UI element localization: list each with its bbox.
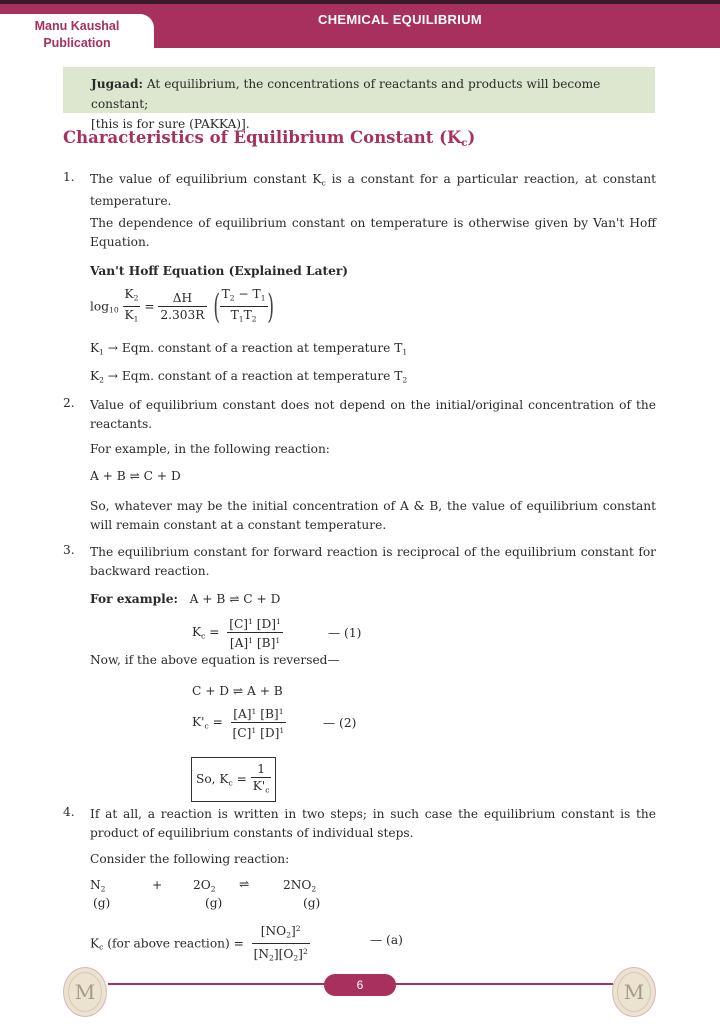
ra-sup: 1	[251, 707, 257, 716]
example-label: For example:	[90, 592, 178, 606]
item-2-example: For example, in the following reaction:	[90, 442, 330, 456]
item-1-text-a: The value of equilibrium constant K	[90, 172, 322, 186]
o2-formula: 2O	[193, 878, 211, 892]
equals-sign: =	[144, 299, 155, 314]
state-o2: (g)	[205, 896, 223, 910]
kc-expression	[192, 614, 283, 651]
box-num: 1	[251, 761, 272, 778]
k1-definition	[90, 339, 407, 361]
no2-formula: 2NO	[283, 878, 312, 892]
delta-h: ΔH	[158, 290, 206, 307]
kc-reaction-expression	[90, 921, 310, 967]
k1-def-sub: 1	[99, 347, 104, 357]
item-number-3: 3.	[63, 543, 75, 557]
t2-sub: 2	[229, 293, 235, 303]
item-2-reaction: A + B ⇌ C + D	[90, 469, 181, 483]
species-o2	[193, 878, 216, 893]
chapter-title: CHEMICAL EQUILIBRIUM	[318, 12, 482, 27]
kc-prime-fraction	[231, 704, 287, 741]
item-2-conclusion: So, whatever may be the initial concentration of A & B, the value of equilibrium constant will remain constant at a constant temperature.	[90, 499, 656, 532]
item-3-text: The equilibrium constant for forward reaction is reciprocal of the equilibrium constant for backward reaction.	[90, 545, 656, 578]
t1-den-sub: 1	[238, 314, 244, 324]
item-number-1: 1.	[63, 170, 75, 184]
k1-def-tsub: 1	[402, 347, 408, 357]
no2-num-end: ]	[291, 924, 296, 939]
rb-conc: [B]	[256, 707, 279, 722]
n2-den: [N	[253, 947, 270, 962]
equilibrium-arrow: ⇌	[239, 877, 250, 891]
reversed-text: Now, if the above equation is reversed—	[90, 653, 340, 667]
item-1-text-end: is a constant for a particular reaction, at constant temperature.	[90, 172, 656, 209]
d-sup: 1	[276, 617, 281, 626]
kc-prime-sub: c	[204, 721, 209, 731]
o2-den-end: ]	[298, 947, 303, 962]
rb-sup: 1	[278, 707, 284, 716]
box-text: So, K	[196, 772, 229, 787]
publisher-logo-left: M	[63, 967, 107, 1017]
item-number-2: 2.	[63, 396, 75, 410]
c-sup: 1	[248, 617, 253, 626]
t2-den: T	[243, 308, 252, 323]
t1-den: T	[230, 308, 239, 323]
rc-conc: [C]	[232, 726, 252, 741]
rd-sup: 1	[279, 726, 285, 736]
section-title-end: )	[467, 128, 476, 147]
equation-tag-2: — (2)	[323, 716, 357, 730]
t1-sub: 1	[260, 293, 266, 303]
n2-sub: 2	[100, 884, 106, 894]
publisher-label: Publication	[43, 36, 111, 50]
t2-den-sub: 2	[251, 314, 257, 324]
box-den: K'	[252, 779, 266, 793]
section-title	[63, 128, 475, 149]
item-3-example	[90, 590, 280, 609]
jugaad-text-2: [this is for sure (PAKKA)].	[91, 117, 250, 131]
minus-t1: − T	[234, 287, 261, 301]
k2: K	[124, 287, 134, 301]
kc: K	[192, 625, 202, 640]
page-number: 6	[324, 974, 396, 996]
publisher-name: Manu Kaushal	[34, 19, 120, 33]
k1: K	[124, 308, 134, 323]
a-sup: 1	[248, 636, 253, 646]
publisher-logo-right: M	[612, 967, 656, 1017]
box-sub: c	[228, 778, 233, 788]
vant-hoff-equation	[90, 286, 277, 328]
kc-n-text: (for above reaction) =	[103, 936, 244, 951]
dh-fraction	[158, 290, 206, 323]
item-4-text: If at all, a reaction is written in two steps; in such case the equilibrium constant is the product of equilibrium constants of individual steps.	[90, 807, 656, 840]
a-conc: [A]	[229, 636, 249, 651]
reciprocal-result-box	[191, 757, 276, 802]
o2-sub: 2	[210, 884, 216, 894]
k2-def-text: → Eqm. constant of a reaction at temperature T	[103, 369, 403, 383]
k1-def-text: → Eqm. constant of a reaction at temperature T	[103, 341, 403, 355]
kc-fraction	[227, 614, 283, 651]
section-title-text: Characteristics of Equilibrium Constant (K	[63, 128, 462, 147]
ra-conc: [A]	[233, 707, 252, 722]
plus-sign: +	[152, 878, 163, 892]
species-no2	[283, 878, 316, 893]
kc-n-sub: c	[99, 942, 104, 952]
temperature-fraction	[220, 286, 268, 328]
item-2-text: Value of equilibrium constant does not depend on the initial/original concentration of the reactants.	[90, 398, 656, 431]
kc-n: K	[90, 936, 100, 951]
o2-den-sub: 2	[293, 953, 299, 963]
left-paren: (	[213, 286, 221, 327]
right-paren: )	[266, 286, 274, 327]
k2-definition	[90, 367, 407, 389]
kc-prime: K'	[192, 715, 205, 730]
d-conc: [D]	[252, 617, 276, 632]
kc-sub: c	[201, 631, 206, 641]
equation-tag-a: — (a)	[370, 933, 403, 947]
state-no2: (g)	[303, 896, 321, 910]
gas-constant-term: 2.303R	[160, 308, 205, 323]
jugaad-label: Jugaad:	[91, 77, 143, 91]
jugaad-text: At equilibrium, the concentrations of reactants and products will become constant;	[91, 77, 601, 111]
o2-den-sup: 2	[302, 947, 308, 957]
c-conc: [C]	[229, 617, 249, 632]
reverse-reaction: C + D ⇌ A + B	[192, 684, 283, 698]
item-number-4: 4.	[63, 805, 75, 819]
item-1-text	[90, 170, 656, 211]
k2-def-sub: 2	[99, 375, 104, 385]
b-conc: [B]	[252, 636, 276, 651]
rd-conc: [D]	[256, 726, 280, 741]
k2-sub: 2	[133, 293, 139, 303]
log-base: 10	[109, 305, 119, 315]
jugaad-note	[63, 67, 655, 131]
vant-hoff-heading: Van't Hoff Equation (Explained Later)	[90, 264, 349, 278]
o2-den: ][O	[273, 947, 294, 962]
no2-num-sup: 2	[295, 924, 301, 933]
equation-tag-1: — (1)	[328, 626, 362, 640]
t2: T	[221, 287, 230, 301]
k-ratio-fraction	[123, 286, 141, 328]
kc-eq: =	[205, 625, 220, 640]
section-title-sub: c	[461, 137, 468, 150]
state-n2: (g)	[93, 896, 111, 910]
log-text: log	[90, 299, 110, 314]
no2-num-sub: 2	[286, 930, 291, 940]
kc-no2-fraction	[252, 921, 310, 967]
item-1-para-2: The dependence of equilibrium constant on temperature is otherwise given by Van't Hoff Equation.	[90, 216, 656, 249]
k2-def-k: K	[90, 369, 100, 383]
box-den-sub: c	[265, 785, 270, 795]
no2-sub: 2	[311, 884, 317, 894]
k1-sub: 1	[133, 314, 139, 324]
no2-num: [NO	[260, 924, 287, 939]
reciprocal-fraction	[251, 761, 272, 798]
species-n2	[90, 878, 105, 893]
item-1-text-sub: c	[321, 178, 326, 188]
k1-def-k: K	[90, 341, 100, 355]
box-eq: =	[232, 772, 251, 787]
n2-formula: N	[90, 878, 101, 892]
kc-prime-expression: $K'_c$ = $\frac{[A]^1 [B]^1}{[C]^1 [D]^1}$	[192, 704, 286, 741]
b-sup: 1	[275, 636, 281, 646]
k2-def-tsub: 2	[402, 375, 408, 385]
publisher-tab	[0, 14, 154, 62]
forward-reaction: A + B ⇌ C + D	[189, 592, 281, 606]
n2-den-sub: 2	[269, 953, 274, 963]
rc-sup: 1	[251, 726, 257, 736]
item-4-consider: Consider the following reaction:	[90, 852, 290, 866]
